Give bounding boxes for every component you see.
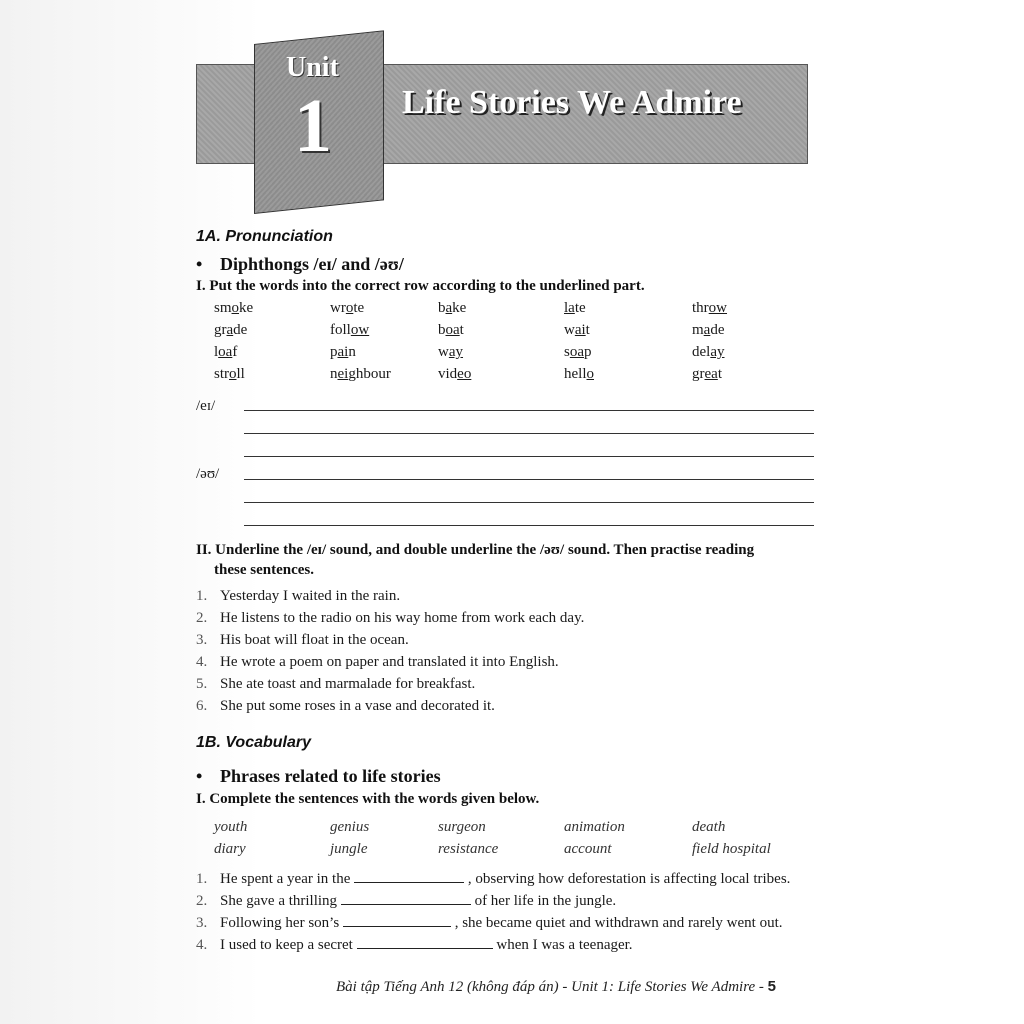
item-text: He wrote a poem on paper and translated it into English. xyxy=(220,654,559,670)
underlined-part: a xyxy=(226,322,234,338)
item-number: 6. xyxy=(196,698,208,714)
underlined-part: o xyxy=(586,366,594,382)
underlined-part: ay xyxy=(710,344,725,360)
text-before-blank: She gave a thrilling xyxy=(220,893,341,909)
word-bank-item: resistance xyxy=(438,841,499,857)
unit-title: Life Stories We Admire xyxy=(402,84,742,121)
item-number: 3. xyxy=(196,915,208,931)
answer-line[interactable] xyxy=(244,525,814,526)
unit-number: 1 xyxy=(294,84,332,168)
task1-instruction: I. Put the words into the correct row according to the underlined part. xyxy=(196,278,645,294)
item-text: Yesterday I waited in the rain. xyxy=(220,588,401,604)
word-bank-item: animation xyxy=(564,819,625,835)
underlined-part: ai xyxy=(574,322,586,338)
word-cell: way xyxy=(438,344,464,360)
answer-blank[interactable] xyxy=(341,890,471,905)
underlined-part: o xyxy=(231,300,240,316)
item-number: 1. xyxy=(196,588,208,604)
word-cell: pain xyxy=(330,344,356,360)
underlined-part: oa xyxy=(569,344,585,360)
sentence-item xyxy=(196,654,584,676)
pronunciation-sentence-list xyxy=(196,588,584,720)
underlined-part: ei xyxy=(337,366,349,382)
word-cell: wrote xyxy=(330,300,365,316)
underlined-part: oa xyxy=(218,344,233,360)
word-bank-item: genius xyxy=(330,819,370,835)
underlined-part: ai xyxy=(337,344,349,360)
vocab-sentence-list xyxy=(196,868,790,956)
word-bank-item: surgeon xyxy=(438,819,486,835)
item-number: 1. xyxy=(196,871,208,887)
gap-fill-item xyxy=(196,934,790,956)
item-number: 2. xyxy=(196,893,208,909)
item-number: 4. xyxy=(196,654,208,670)
page-number: 5 xyxy=(767,978,776,995)
word-cell: made xyxy=(692,322,725,338)
word-cell: wait xyxy=(564,322,590,338)
task2-instruction-line1: II. Underline the /eɪ/ sound, and double underline the /əʊ/ sound. Then practise reading xyxy=(196,542,755,558)
underlined-part: o xyxy=(345,300,354,316)
item-number: 5. xyxy=(196,676,208,692)
item-number: 3. xyxy=(196,632,208,648)
word-bank-item: account xyxy=(564,841,612,857)
underlined-part: oa xyxy=(445,322,460,338)
word-bank-item: jungle xyxy=(330,841,368,857)
item-number: 2. xyxy=(196,610,208,626)
answer-blank[interactable] xyxy=(343,912,451,927)
item-text: She ate toast and marmalade for breakfast. xyxy=(220,676,476,692)
text-after-blank: , she became quiet and withdrawn and rarely went out. xyxy=(450,915,783,931)
word-cell: bake xyxy=(438,300,467,316)
gap-fill-item xyxy=(196,868,790,890)
bullet-dot: • xyxy=(196,254,203,274)
sentence-item xyxy=(196,676,584,698)
answer-blank[interactable] xyxy=(354,868,464,883)
underlined-part: o xyxy=(229,366,237,382)
word-cell: neighbour xyxy=(330,366,391,382)
item-text: She put some roses in a vase and decorated it. xyxy=(220,698,495,714)
word-bank-item: diary xyxy=(214,841,246,857)
bullet-diphthongs xyxy=(196,254,404,275)
section-heading-vocabulary: 1B. Vocabulary xyxy=(196,734,312,751)
item-text: His boat will float in the ocean. xyxy=(220,632,409,648)
word-cell: delay xyxy=(692,344,725,360)
answer-line[interactable] xyxy=(244,479,814,480)
word-cell: hello xyxy=(564,366,594,382)
gap-fill-item xyxy=(196,912,790,934)
sentence-item xyxy=(196,698,584,720)
bullet-phrases xyxy=(196,766,441,787)
word-bank-item: death xyxy=(692,819,726,835)
bullet-text: Phrases related to life stories xyxy=(220,766,441,786)
word-cell: video xyxy=(438,366,472,382)
word-bank-item: field hospital xyxy=(692,841,771,857)
section-heading-pronunciation: 1A. Pronunciation xyxy=(196,228,333,245)
underlined-part: eo xyxy=(457,366,472,382)
answer-line[interactable] xyxy=(244,410,814,411)
underlined-part: ow xyxy=(708,300,728,316)
page-footer xyxy=(336,978,776,996)
text-before-blank: Following her son’s xyxy=(220,915,343,931)
item-number: 4. xyxy=(196,937,208,953)
underlined-part: la xyxy=(564,300,575,316)
bullet-dot: • xyxy=(196,766,203,786)
word-cell: stroll xyxy=(214,366,245,382)
word-cell: grade xyxy=(214,322,248,338)
gap-fill-item xyxy=(196,890,790,912)
word-cell: smoke xyxy=(214,300,254,316)
text-before-blank: He spent a year in the xyxy=(220,871,355,887)
vocab-instruction: I. Complete the sentences with the words given below. xyxy=(196,791,540,807)
word-cell: loaf xyxy=(214,344,238,360)
text-after-blank: , observing how deforestation is affecting local tribes. xyxy=(464,871,791,887)
underlined-part: ay xyxy=(448,344,464,360)
unit-label: Unit xyxy=(286,52,339,83)
underlined-part: ea xyxy=(704,366,718,382)
text-before-blank: I used to keep a secret xyxy=(220,937,357,953)
word-cell: follow xyxy=(330,322,370,338)
footer-text: Bài tập Tiếng Anh 12 (không đáp án) - Unit 1: Life Stories We Admire - xyxy=(336,979,768,995)
word-cell: great xyxy=(692,366,722,382)
word-cell: throw xyxy=(692,300,728,316)
phoneme-label-ou: /əʊ/ xyxy=(196,466,220,482)
answer-blank[interactable] xyxy=(357,934,493,949)
word-cell: late xyxy=(564,300,586,316)
word-bank-item: youth xyxy=(214,819,248,835)
underlined-part: ow xyxy=(350,322,370,338)
answer-line[interactable] xyxy=(244,433,814,434)
answer-line[interactable] xyxy=(244,502,814,503)
word-cell: soap xyxy=(564,344,592,360)
underlined-part: a xyxy=(703,322,711,338)
sentence-item xyxy=(196,610,584,632)
item-text: He listens to the radio on his way home from work each day. xyxy=(220,610,585,626)
sentence-item xyxy=(196,632,584,654)
answer-line[interactable] xyxy=(244,456,814,457)
word-cell: boat xyxy=(438,322,464,338)
text-after-blank: of her life in the jungle. xyxy=(470,893,617,909)
bullet-text: Diphthongs /eɪ/ and /əʊ/ xyxy=(220,254,404,274)
underlined-part: a xyxy=(445,300,453,316)
task2-instruction-line2: these sentences. xyxy=(214,562,314,578)
sentence-item xyxy=(196,588,584,610)
phoneme-label-ei: /eɪ/ xyxy=(196,398,216,414)
text-after-blank: when I was a teenager. xyxy=(492,937,633,953)
